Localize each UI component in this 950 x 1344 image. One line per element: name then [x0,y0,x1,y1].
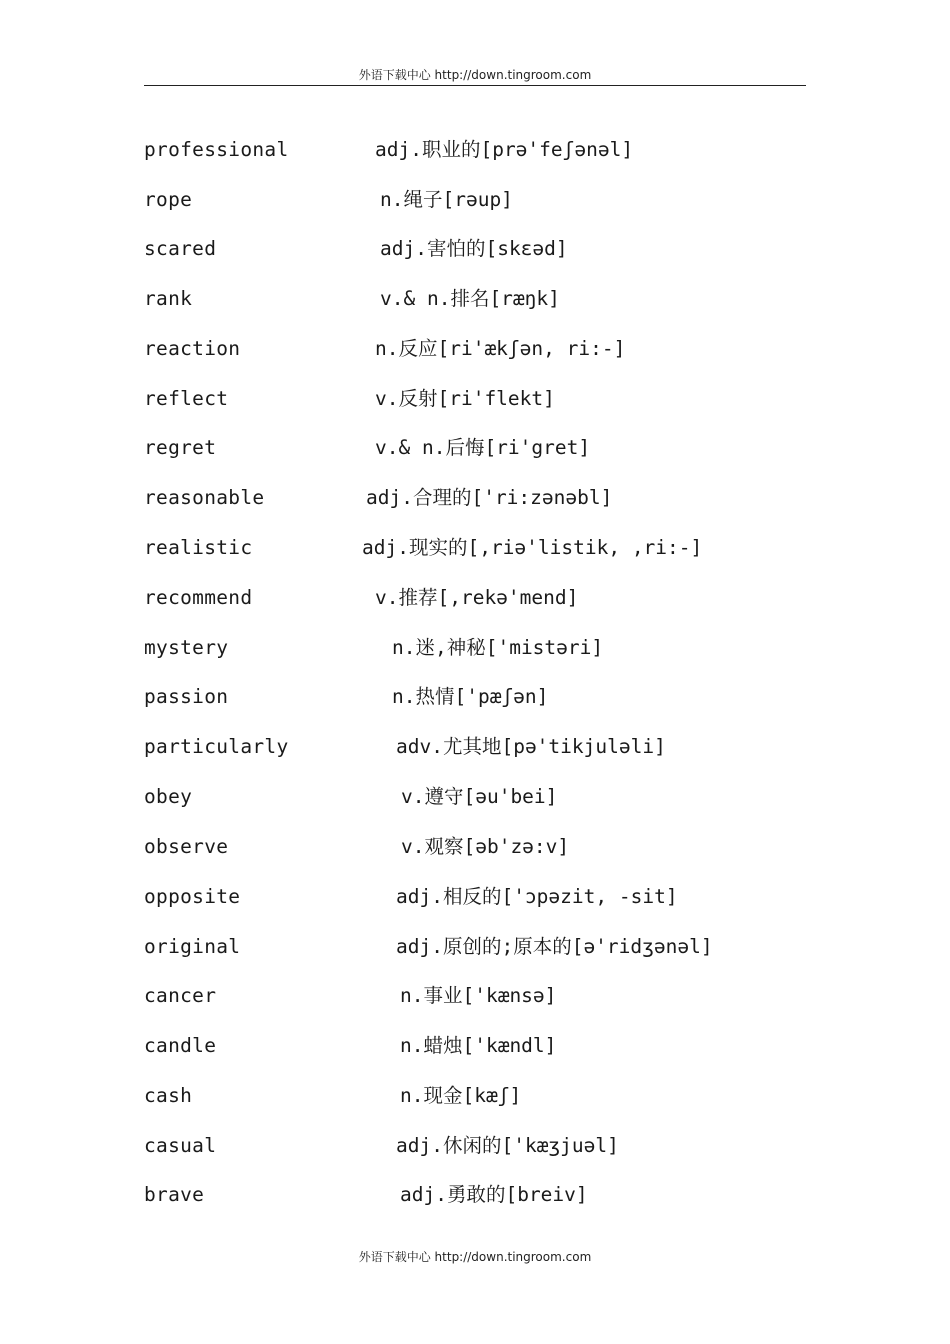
page-header: 外语下载中心 http://down.tingroom.com [358,68,592,82]
vocab-word: original [144,935,241,958]
vocab-word: obey [144,785,193,808]
vocab-definition: n.热情['pæʃən] [392,685,549,708]
vocab-definition: adv.尤其地[pə'tikjuləli] [396,735,666,758]
vocab-definition: adj.勇敢的[breiv] [400,1183,588,1206]
vocab-entry [144,782,824,812]
vocab-definition: adj.合理的['ri:zənəbl] [366,486,613,509]
vocab-entry [144,334,824,364]
vocab-definition: v.& n.后悔[ri'gret] [375,436,591,459]
vocab-word: recommend [144,586,253,609]
vocab-definition: adj.现实的[,riə'listik, ,ri:-] [362,536,703,559]
vocab-definition: n.绳子[rəup] [380,188,513,211]
vocab-entry [144,284,824,314]
vocab-word: brave [144,1183,205,1206]
vocab-entry [144,932,824,962]
vocab-entry [144,1131,824,1161]
vocab-entry [144,1081,824,1111]
vocab-definition: v.反射[ri'flekt] [375,387,555,410]
vocab-entry [144,732,824,762]
vocab-word: casual [144,1134,217,1157]
vocab-word: regret [144,436,217,459]
vocab-entry [144,981,824,1011]
vocab-definition: n.迷,神秘['mistəri] [392,636,604,659]
vocab-definition: adj.职业的[prə'feʃənəl] [375,138,634,161]
vocab-definition: v.& n.排名[ræŋk] [380,287,560,310]
vocab-definition: n.反应[ri'ækʃən, ri:-] [375,337,626,360]
vocab-word: particularly [144,735,289,758]
vocab-entry [144,185,824,215]
vocab-entry [144,483,824,513]
vocab-entry [144,135,824,165]
vocab-entry [144,433,824,463]
vocab-entry [144,882,824,912]
vocab-word: realistic [144,536,253,559]
vocab-word: opposite [144,885,241,908]
vocab-entry [144,583,824,613]
vocab-definition: adj.害怕的[skɛəd] [380,237,568,260]
vocab-definition: n.蜡烛['kændl] [400,1034,557,1057]
vocab-word: scared [144,237,217,260]
vocab-word: cancer [144,984,217,1007]
vocab-definition: adj.休闲的['kæʒjuəl] [396,1134,619,1157]
vocab-word: professional [144,138,289,161]
vocab-word: mystery [144,636,229,659]
vocab-word: rope [144,188,193,211]
vocab-definition: v.推荐[,rekə'mend] [375,586,579,609]
vocab-entry [144,533,824,563]
vocab-word: rank [144,287,193,310]
vocab-entry [144,832,824,862]
vocab-word: reasonable [144,486,265,509]
vocab-entry [144,384,824,414]
vocab-word: passion [144,685,229,708]
vocab-definition: adj.原创的;原本的[ə'ridʒənəl] [396,935,713,958]
vocab-entry [144,1180,824,1210]
vocab-definition: n.事业['kænsə] [400,984,557,1007]
vocab-entry [144,1031,824,1061]
vocab-definition: adj.相反的['ɔpəzit, -sit] [396,885,678,908]
header-divider [144,85,806,86]
vocab-entry [144,234,824,264]
page-footer: 外语下载中心 http://down.tingroom.com [358,1250,592,1264]
vocab-definition: v.遵守[əu'bei] [401,785,558,808]
vocab-definition: v.观察[əb'zə:v] [401,835,570,858]
vocab-entry [144,633,824,663]
vocab-definition: n.现金[kæʃ] [400,1084,522,1107]
vocab-word: reflect [144,387,229,410]
vocab-word: cash [144,1084,193,1107]
vocab-word: candle [144,1034,217,1057]
vocab-entry [144,682,824,712]
vocab-word: reaction [144,337,241,360]
vocab-word: observe [144,835,229,858]
